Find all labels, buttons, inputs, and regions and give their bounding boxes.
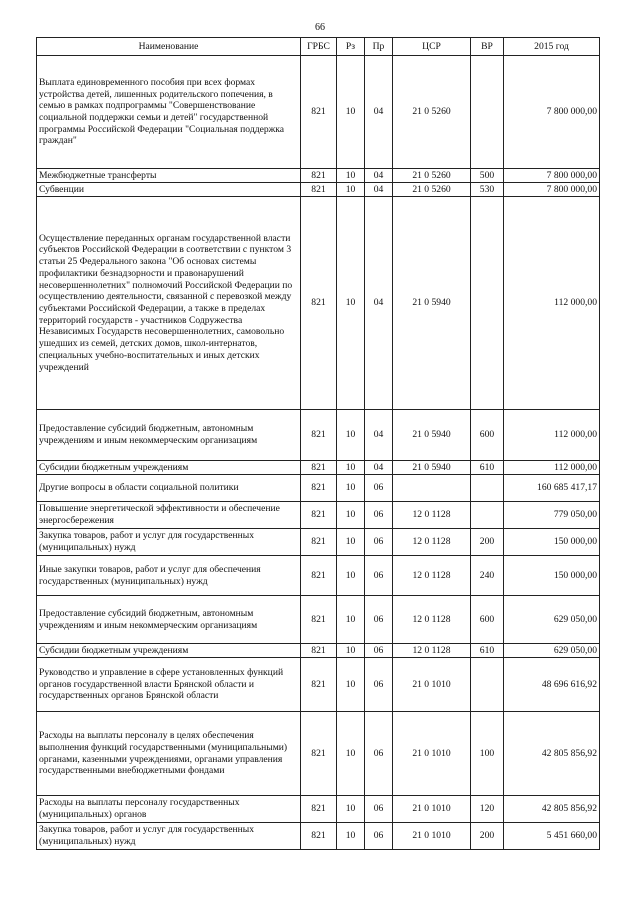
row-name: Закупка товаров, работ и услуг для государственных (муниципальных) нужд: [37, 823, 301, 850]
row-name: Расходы на выплаты персоналу государственных (муниципальных) органов: [37, 796, 301, 823]
row-pr: 06: [365, 712, 393, 796]
row-amount: 7 800 000,00: [504, 183, 600, 197]
row-grbs: 821: [301, 169, 337, 183]
table-row: [37, 169, 600, 183]
row-name: Руководство и управление в сфере установленных функций органов государственной власти Брянской области и государственных органов Брянской области: [37, 658, 301, 712]
page-number: 66: [315, 22, 325, 33]
row-vr: 600: [471, 596, 504, 644]
row-amount: 629 050,00: [504, 596, 600, 644]
row-vr: 200: [471, 823, 504, 850]
table-row: [37, 823, 600, 850]
row-amount: 42 805 856,92: [504, 796, 600, 823]
row-vr: 500: [471, 169, 504, 183]
row-rz: 10: [337, 712, 365, 796]
row-amount: 112 000,00: [504, 197, 600, 410]
row-grbs: 821: [301, 183, 337, 197]
header-csr: ЦСР: [393, 38, 471, 56]
row-grbs: 821: [301, 56, 337, 169]
row-csr: 21 0 1010: [393, 823, 471, 850]
row-csr: 21 0 5260: [393, 183, 471, 197]
header-vr: ВР: [471, 38, 504, 56]
row-grbs: 821: [301, 556, 337, 596]
row-amount: 7 800 000,00: [504, 169, 600, 183]
row-pr: 04: [365, 56, 393, 169]
row-csr: [393, 475, 471, 502]
row-name: Повышение энергетической эффективности и обеспечение энергосбережения: [37, 502, 301, 529]
row-grbs: 821: [301, 475, 337, 502]
row-grbs: 821: [301, 823, 337, 850]
row-csr: 21 0 5940: [393, 461, 471, 475]
row-rz: 10: [337, 644, 365, 658]
table-row: [37, 529, 600, 556]
row-vr: [471, 658, 504, 712]
row-pr: 06: [365, 529, 393, 556]
row-vr: 600: [471, 410, 504, 461]
row-vr: 100: [471, 712, 504, 796]
row-grbs: 821: [301, 197, 337, 410]
row-name: Субсидии бюджетным учреждениям: [37, 644, 301, 658]
row-csr: 21 0 1010: [393, 712, 471, 796]
row-pr: 04: [365, 410, 393, 461]
row-rz: 10: [337, 502, 365, 529]
row-vr: [471, 502, 504, 529]
table-row: [37, 475, 600, 502]
row-grbs: 821: [301, 644, 337, 658]
row-amount: 160 685 417,17: [504, 475, 600, 502]
row-amount: 7 800 000,00: [504, 56, 600, 169]
row-amount: 112 000,00: [504, 410, 600, 461]
row-name: Осуществление переданных органам государственной власти субъектов Российской Федерации в соответствии с пунктом 3 статьи 25 Федерального закона "Об основах системы профилактики безнадзорности и правонарушений несовершеннолетних" полномочий Российской Федерации по осуществлению деятельности, связанной с перевозкой между субъектами Российской Федерации, а также в пределах территорий государств - участников Содружества Независимых Государств несовершеннолетних, самовольно ушедших из семей, детских домов, школ-интернатов, специальных учебно-воспитательных и иных детских учреждений: [37, 197, 301, 410]
table-row: [37, 461, 600, 475]
row-vr: [471, 56, 504, 169]
row-name: Выплата единовременного пособия при всех формах устройства детей, лишенных родительского попечения, в семью в рамках подпрограммы "Совершенствование социальной поддержки семьи и детей" государственной программы Российской Федерации "Социальная поддержка граждан": [37, 56, 301, 169]
row-rz: 10: [337, 823, 365, 850]
table-row: [37, 596, 600, 644]
row-pr: 04: [365, 461, 393, 475]
row-pr: 06: [365, 658, 393, 712]
row-rz: 10: [337, 410, 365, 461]
row-amount: 42 805 856,92: [504, 712, 600, 796]
row-grbs: 821: [301, 596, 337, 644]
row-grbs: 821: [301, 502, 337, 529]
row-amount: 629 050,00: [504, 644, 600, 658]
row-name: Другие вопросы в области социальной политики: [37, 475, 301, 502]
table-row: [37, 644, 600, 658]
row-amount: 150 000,00: [504, 556, 600, 596]
row-grbs: 821: [301, 410, 337, 461]
row-vr: 240: [471, 556, 504, 596]
row-name: Иные закупки товаров, работ и услуг для обеспечения государственных (муниципальных) нужд: [37, 556, 301, 596]
table-row: [37, 410, 600, 461]
row-pr: 06: [365, 796, 393, 823]
row-name: Субвенции: [37, 183, 301, 197]
table-row: [37, 56, 600, 169]
table-row: [37, 502, 600, 529]
row-rz: 10: [337, 796, 365, 823]
row-grbs: 821: [301, 712, 337, 796]
row-vr: [471, 197, 504, 410]
row-rz: 10: [337, 529, 365, 556]
row-rz: 10: [337, 475, 365, 502]
row-name: Расходы на выплаты персоналу в целях обеспечения выполнения функций государственными (муниципальными) органами, казенными учреждениями, органами управления государственными внебюджетными фондами: [37, 712, 301, 796]
row-pr: 04: [365, 169, 393, 183]
row-csr: 21 0 1010: [393, 796, 471, 823]
row-pr: 06: [365, 502, 393, 529]
row-pr: 06: [365, 823, 393, 850]
row-csr: 21 0 5940: [393, 410, 471, 461]
row-name: Межбюджетные трансферты: [37, 169, 301, 183]
row-csr: 12 0 1128: [393, 596, 471, 644]
row-rz: 10: [337, 197, 365, 410]
row-vr: 200: [471, 529, 504, 556]
row-pr: 06: [365, 475, 393, 502]
row-pr: 06: [365, 644, 393, 658]
header-rz: Рз: [337, 38, 365, 56]
row-amount: 150 000,00: [504, 529, 600, 556]
row-rz: 10: [337, 556, 365, 596]
row-csr: 12 0 1128: [393, 529, 471, 556]
table-row: [37, 197, 600, 410]
row-csr: 21 0 1010: [393, 658, 471, 712]
row-pr: 06: [365, 556, 393, 596]
table-row: [37, 556, 600, 596]
row-csr: 21 0 5940: [393, 197, 471, 410]
row-pr: 06: [365, 596, 393, 644]
row-vr: 610: [471, 644, 504, 658]
row-vr: 610: [471, 461, 504, 475]
row-amount: 112 000,00: [504, 461, 600, 475]
row-amount: 779 050,00: [504, 502, 600, 529]
table-header-row: [37, 38, 600, 56]
row-csr: 12 0 1128: [393, 502, 471, 529]
row-grbs: 821: [301, 796, 337, 823]
table-row: [37, 658, 600, 712]
row-csr: 12 0 1128: [393, 556, 471, 596]
row-vr: 120: [471, 796, 504, 823]
row-grbs: 821: [301, 658, 337, 712]
row-rz: 10: [337, 183, 365, 197]
header-pr: Пр: [365, 38, 393, 56]
row-csr: 21 0 5260: [393, 169, 471, 183]
row-pr: 04: [365, 183, 393, 197]
header-grbs: ГРБС: [301, 38, 337, 56]
row-name: Субсидии бюджетным учреждениям: [37, 461, 301, 475]
row-pr: 04: [365, 197, 393, 410]
header-year: 2015 год: [504, 38, 600, 56]
row-amount: 48 696 616,92: [504, 658, 600, 712]
row-rz: 10: [337, 461, 365, 475]
row-name: Предоставление субсидий бюджетным, автономным учреждениям и иным некоммерческим организациям: [37, 596, 301, 644]
row-name: Предоставление субсидий бюджетным, автономным учреждениям и иным некоммерческим организациям: [37, 410, 301, 461]
row-vr: 530: [471, 183, 504, 197]
table-row: [37, 712, 600, 796]
row-rz: 10: [337, 56, 365, 169]
row-rz: 10: [337, 169, 365, 183]
header-name: Наименование: [37, 38, 301, 56]
row-grbs: 821: [301, 529, 337, 556]
table-row: [37, 183, 600, 197]
row-csr: 12 0 1128: [393, 644, 471, 658]
row-rz: 10: [337, 658, 365, 712]
row-grbs: 821: [301, 461, 337, 475]
row-rz: 10: [337, 596, 365, 644]
budget-table: [36, 37, 600, 850]
row-amount: 5 451 660,00: [504, 823, 600, 850]
table-row: [37, 796, 600, 823]
row-name: Закупка товаров, работ и услуг для государственных (муниципальных) нужд: [37, 529, 301, 556]
row-csr: 21 0 5260: [393, 56, 471, 169]
row-vr: [471, 475, 504, 502]
